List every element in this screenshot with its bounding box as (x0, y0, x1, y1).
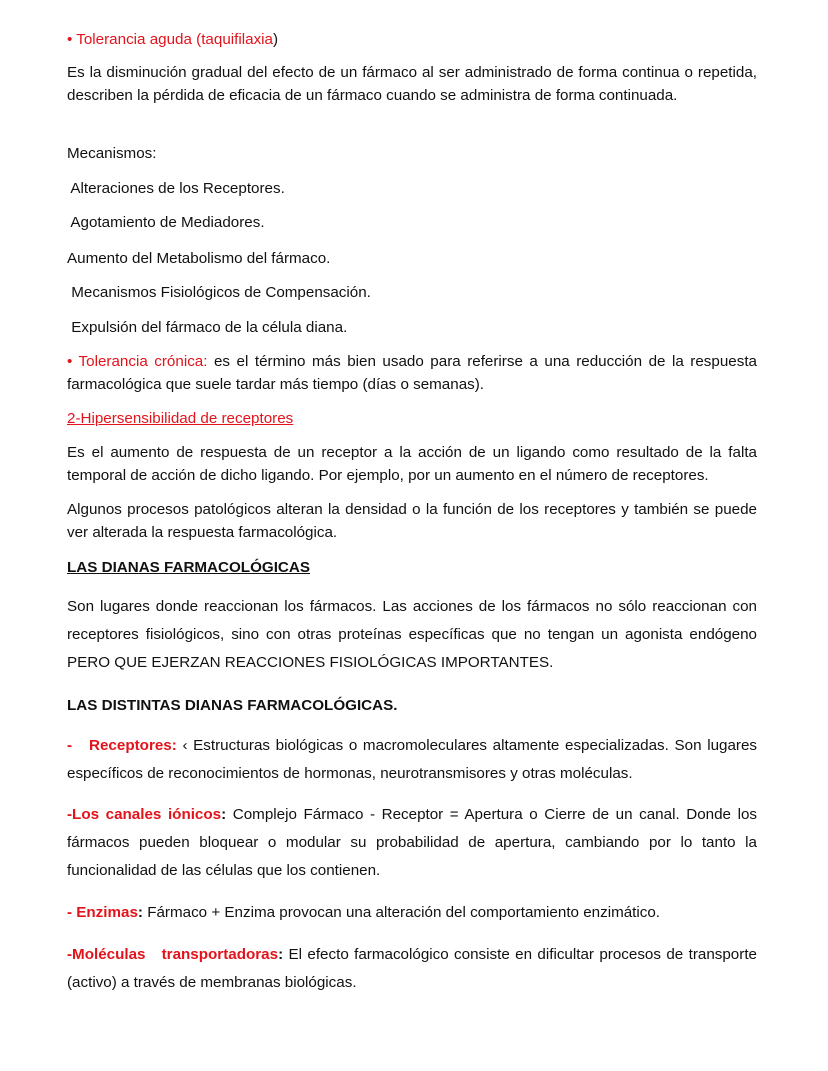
acute-description: Es la disminución gradual del efecto de un fármaco al ser administrado de forma continua o repetida, describen la pérdida de eficacia de un fármaco cuando se administra de forma continuada. (67, 64, 757, 104)
canales-item (67, 801, 757, 885)
canales-label: -Los canales iónicos (67, 806, 222, 823)
distintas-heading: LAS DISTINTAS DIANAS FARMACOLÓGICAS. (67, 697, 398, 714)
enzimas-text: Fármaco + Enzima provocan una alteración del comportamiento enzimático. (142, 904, 661, 921)
hypersensitivity-heading (67, 408, 757, 431)
mechanism-item: Mecanismos Fisiológicos de Compensación. (67, 284, 371, 301)
hypersensitivity-p1: Es el aumento de respuesta de un receptor a la acción de un ligando como resultado de la falta temporal de acción de dicho ligando. Por ejemplo, por un aumento en el número de receptores. (67, 444, 757, 484)
mechanisms-label: Mecanismos: (67, 145, 157, 162)
acute-tolerance-heading (67, 29, 757, 52)
chronic-tolerance (67, 351, 757, 396)
mechanism-item: Alteraciones de los Receptores. (67, 180, 285, 197)
hyper-title: Hipersensibilidad de receptores (80, 410, 294, 427)
dianas-text: Son lugares donde reaccionan los fármacos. Las acciones de los fármacos no sólo reaccionan con receptores fisiológicos, sino con otras proteínas específicas que no tengan un agonista endógeno PERO QUE EJERZAN REACCIONES FISIOLÓGICAS IMPORTANTES. (67, 598, 757, 671)
mechanism-item: Aumento del Metabolismo del fármaco. (67, 250, 331, 267)
mechanism-item: Expulsión del fármaco de la célula diana. (67, 319, 348, 336)
transp-colon: : (278, 946, 284, 963)
receptores-text: ‹ Estructuras biológicas o macromoleculares altamente especializadas. Son lugares específicos de reconocimientos de hormonas, neurotransmisores y otras moléculas. (67, 737, 758, 782)
transp-text: El efecto farmacológico consiste en dificultar procesos de transporte (activo) a través de membranas biológicas. (67, 946, 757, 991)
enzimas-item (67, 899, 757, 927)
hypersensitivity-p2: Algunos procesos patológicos alteran la densidad o la función de los receptores y también se puede ver alterada la respuesta farmacológica. (67, 501, 757, 541)
enzimas-colon: : (137, 904, 143, 921)
receptores-item (67, 732, 757, 788)
mechanism-item: Agotamiento de Mediadores. (67, 214, 265, 231)
chronic-text: es el término más bien usado para referirse a una reducción de la respuesta farmacológica que suele tardar más tiempo (días o semanas). (67, 353, 757, 393)
transportadoras-item (67, 941, 757, 997)
canales-colon: : (221, 806, 227, 823)
receptores-label: - Receptores: (67, 737, 177, 754)
acute-title-end: ) (272, 31, 279, 48)
transp-label: -Moléculas transportadoras (67, 946, 279, 963)
canales-text: Complejo Fármaco - Receptor = Apertura o Cierre de un canal. Donde los fármacos pueden bloquear o modular su probabilidad de apertura, cambiando por lo tanto la funcionalidad de las células que los contienen. (67, 806, 757, 879)
chronic-label: • Tolerancia crónica: (67, 353, 208, 370)
dianas-heading: LAS DIANAS FARMACOLÓGICAS (67, 559, 310, 576)
enzimas-label: - Enzimas (67, 904, 138, 921)
hyper-num: 2- (67, 410, 81, 427)
acute-title: • Tolerancia aguda (taquifilaxia (67, 31, 273, 48)
